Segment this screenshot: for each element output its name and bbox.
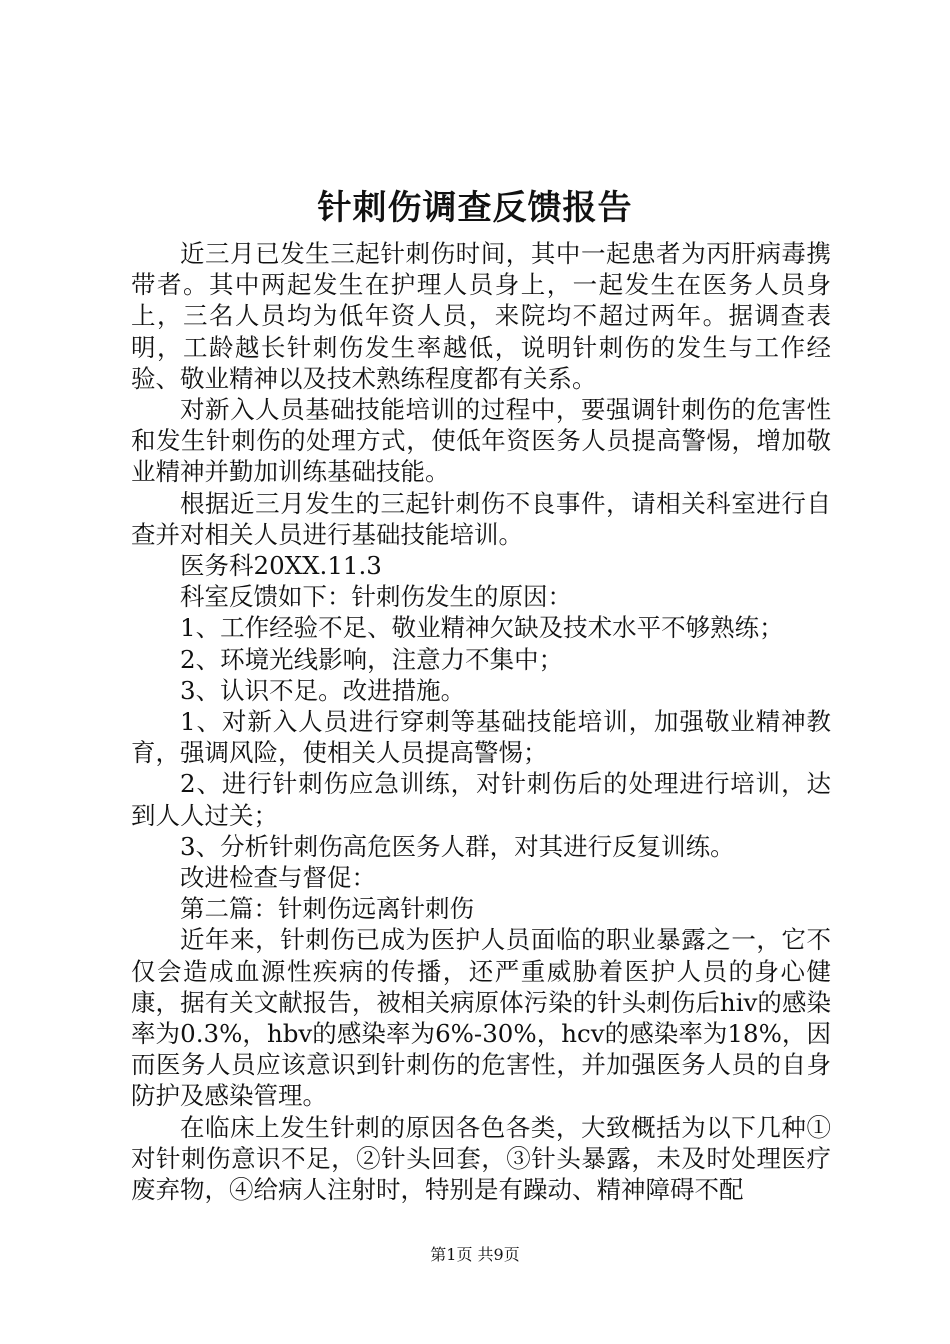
paragraph-measure-2: 2、进行针刺伤应急训练，对针刺伤后的处理进行培训，达到人人过关；	[131, 769, 831, 830]
paragraph-feedback-intro: 科室反馈如下：针刺伤发生的原因：	[180, 582, 572, 612]
paragraph-measure-1: 1、对新入人员进行穿刺等基础技能培训，加强敬业精神教育，强调风险，使相关人员提高警惕；	[131, 707, 831, 768]
paragraph-cause-3: 3、认识不足。改进措施。	[180, 675, 466, 705]
paragraph-cause-1: 1、工作经验不足、敬业精神欠缺及技术水平不够熟练；	[180, 613, 784, 643]
paragraph-1: 近三月已发生三起针刺伤时间，其中一起患者为丙肝病毒携带者。其中两起发生在护理人员身上，一起发生在医务人员身上，三名人员均为低年资人员，来院均不超过两年。据调查表明，工龄越长针刺伤发生率越低，说明针刺伤的发生与工作经验、敬业精神以及技术熟练程度都有关系。	[131, 239, 831, 393]
paragraph-signature: 医务科20XX.11.3	[180, 551, 382, 581]
document-title: 针刺伤调查反馈报告	[317, 188, 633, 228]
page-footer: 第1页 共9页	[430, 1245, 520, 1264]
paragraph-2: 对新入人员基础技能培训的过程中，要强调针刺伤的危害性和发生针刺伤的处理方式，使低年资医务人员提高警惕，增加敬业精神并勤加训练基础技能。	[131, 395, 831, 487]
paragraph-causes-clinical: 在临床上发生针刺的原因各色各类，大致概括为以下几种①对针刺伤意识不足，②针头回套，③针头暴露，未及时处理医疗废弃物，④给病人注射时，特别是有躁动、精神障碍不配	[131, 1112, 831, 1205]
document-body	[131, 238, 831, 1205]
paragraph-section-two-heading: 第二篇：针刺伤远离针刺伤	[180, 894, 474, 924]
paragraph-cause-2: 2、环境光线影响，注意力不集中；	[180, 644, 564, 674]
paragraph-measure-3: 3、分析针刺伤高危医务人群，对其进行反复训练。	[180, 831, 735, 861]
paragraph-section-two-body: 近年来，针刺伤已成为医护人员面临的职业暴露之一，它不仅会造成血源性疾病的传播，还严重威胁着医护人员的身心健康，据有关文献报告，被相关病原体污染的针头刺伤后hiv的感染率为0.3%，hbv的感染率为6%-30%，hcv的感染率为18%，因而医务人员应该意识到针刺伤的危害性，并加强医务人员的自身防护及感染管理。	[131, 925, 831, 1111]
paragraph-3: 根据近三月发生的三起针刺伤不良事件，请相关科室进行自查并对相关人员进行基础技能培训。	[131, 488, 831, 549]
paragraph-inspection: 改进检查与督促：	[180, 863, 376, 893]
